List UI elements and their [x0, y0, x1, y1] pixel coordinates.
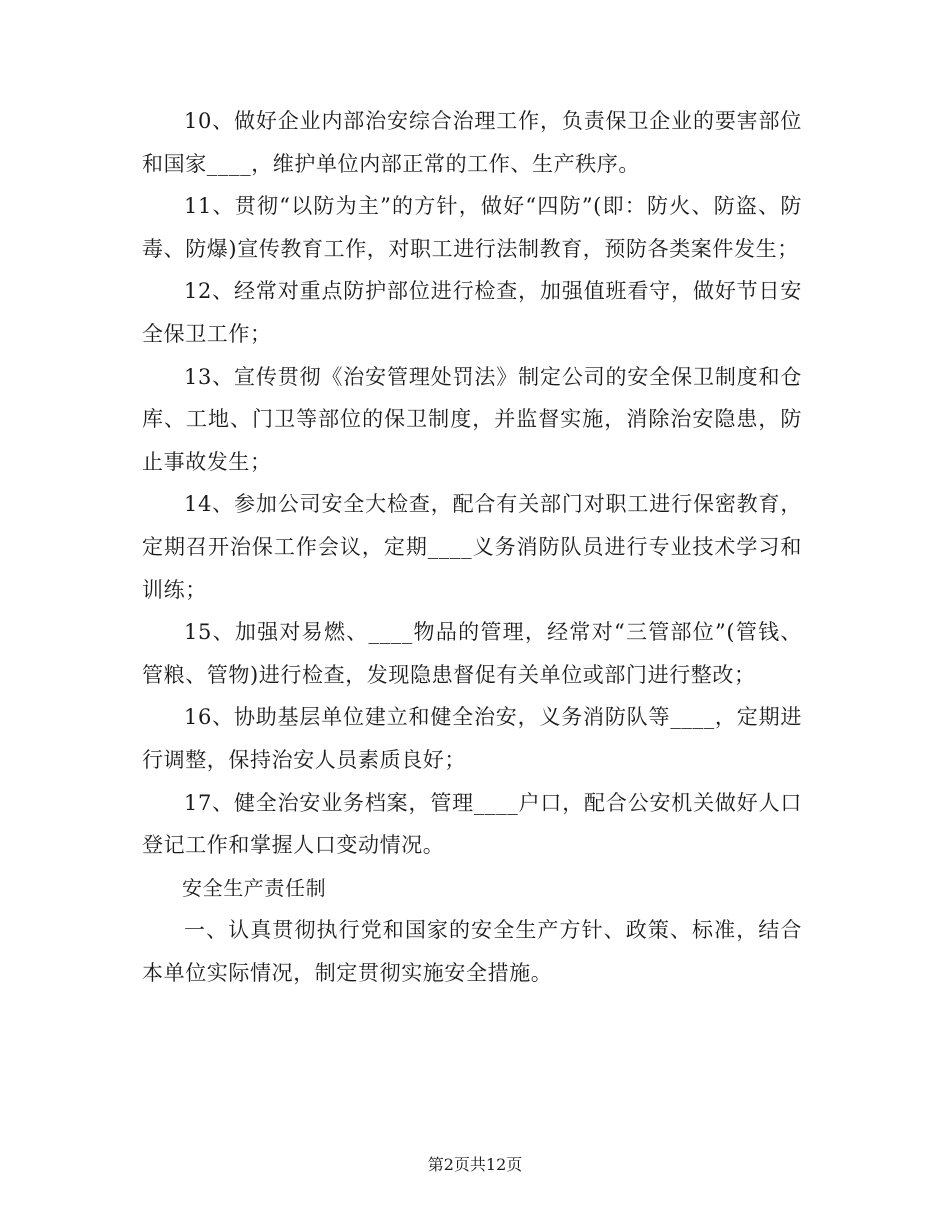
- section-paragraph-1: 一、认真贯彻执行党和国家的安全生产方针、政策、标准，结合本单位实际情况，制定贯彻实施安全措施。: [142, 918, 802, 985]
- paragraph-16: 16、协助基层单位建立和健全治安，义务消防队等____，定期进行调整，保持治安人员素质良好；: [142, 705, 802, 772]
- paragraph-15: 15、加强对易燃、____物品的管理，经常对“三管部位”(管钱、管粮、管物)进行检查，发现隐患督促有关单位或部门进行整改；: [142, 620, 802, 687]
- paragraph-12: 12、经常对重点防护部位进行检查，加强值班看守，做好节日安全保卫工作；: [142, 279, 802, 346]
- paragraph-11: 11、贯彻“以防为主”的方针，做好“四防”(即：防火、防盗、防毒、防爆)宣传教育工作，对职工进行法制教育，预防各类案件发生；: [142, 194, 802, 261]
- paragraph-13: 13、宣传贯彻《治安管理处罚法》制定公司的安全保卫制度和仓库、工地、门卫等部位的保卫制度，并监督实施，消除治安隐患，防止事故发生；: [142, 364, 802, 474]
- paragraph-17: 17、健全治安业务档案，管理____户口，配合公安机关做好人口登记工作和掌握人口变动情况。: [142, 790, 802, 858]
- paragraph-10: 10、做好企业内部治安综合治理工作，负责保卫企业的要害部位和国家____，维护单位内部正常的工作、生产秩序。: [142, 109, 802, 176]
- section-title: 安全生产责任制: [182, 875, 327, 900]
- page-number: 第2页共12页: [427, 1155, 523, 1174]
- document-body: [142, 100, 802, 994]
- paragraph-14: 14、参加公司安全大检查，配合有关部门对职工进行保密教育，定期召开治保工作会议，定期____义务消防队员进行专业技术学习和训练；: [142, 492, 802, 602]
